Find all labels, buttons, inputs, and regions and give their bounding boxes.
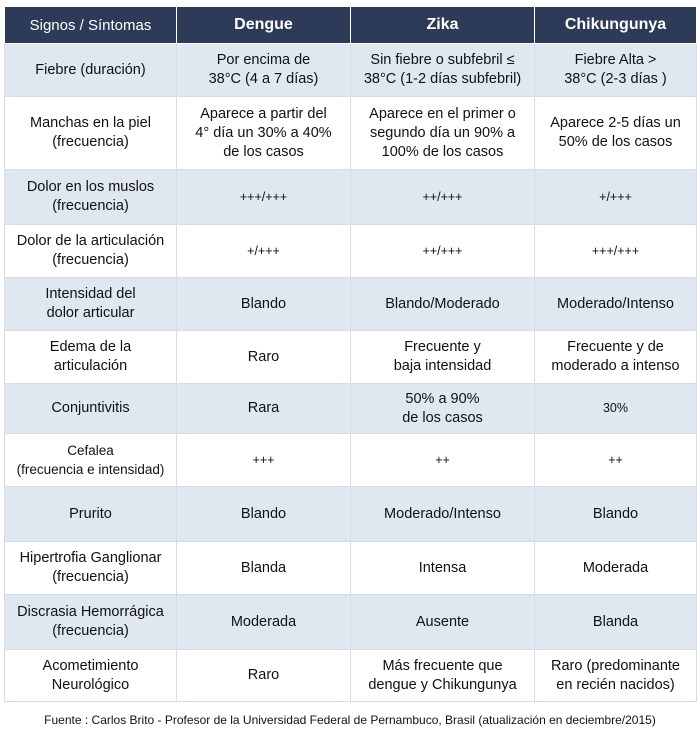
symptom-cell: Acometimiento Neurológico <box>5 650 177 702</box>
header-signs-symptoms: Signos / Síntomas <box>5 7 177 44</box>
symptom-cell: Dolor de la articulación (frecuencia) <box>5 225 177 278</box>
zika-cell: Ausente <box>351 595 535 650</box>
dengue-cell: Raro <box>177 331 351 384</box>
dengue-cell: Aparece a partir del 4° día un 30% a 40% de los casos <box>177 97 351 170</box>
zika-cell: Aparece en el primer o segundo día un 90% a 100% de los casos <box>351 97 535 170</box>
table-row <box>5 97 697 170</box>
zika-cell: ++ <box>351 434 535 487</box>
symptom-cell: Manchas en la piel (frecuencia) <box>5 97 177 170</box>
source-footnote: Fuente : Carlos Brito - Profesor de la Universidad Federal de Pernambuco, Brasil (atualización en deciembre/2015) <box>44 713 656 727</box>
header-chikungunya: Chikungunya <box>535 7 697 44</box>
chikungunya-cell: 30% <box>535 384 697 434</box>
dengue-cell: +/+++ <box>177 225 351 278</box>
zika-cell: Moderado/Intenso <box>351 487 535 542</box>
dengue-cell: +++/+++ <box>177 170 351 225</box>
symptom-cell: Conjuntivitis <box>5 384 177 434</box>
symptom-cell: Edema de la articulación <box>5 331 177 384</box>
table-row <box>5 487 697 542</box>
symptom-cell: Cefalea (frecuencia e intensidad) <box>5 434 177 487</box>
dengue-cell: Rara <box>177 384 351 434</box>
symptom-cell: Discrasia Hemorrágica (frecuencia) <box>5 595 177 650</box>
table-row <box>5 542 697 595</box>
symptom-cell: Prurito <box>5 487 177 542</box>
symptom-cell: Fiebre (duración) <box>5 44 177 97</box>
dengue-cell: Blando <box>177 278 351 331</box>
table-row <box>5 595 697 650</box>
dengue-cell: Blanda <box>177 542 351 595</box>
dengue-cell: +++ <box>177 434 351 487</box>
table-row <box>5 434 697 487</box>
symptom-cell: Hipertrofia Ganglionar (frecuencia) <box>5 542 177 595</box>
table-row <box>5 650 697 702</box>
chikungunya-cell: Aparece 2-5 días un 50% de los casos <box>535 97 697 170</box>
table-row <box>5 331 697 384</box>
zika-cell: 50% a 90% de los casos <box>351 384 535 434</box>
chikungunya-cell: Blando <box>535 487 697 542</box>
header-zika: Zika <box>351 7 535 44</box>
dengue-cell: Blando <box>177 487 351 542</box>
table-row <box>5 225 697 278</box>
chikungunya-cell: +/+++ <box>535 170 697 225</box>
symptom-cell: Intensidad del dolor articular <box>5 278 177 331</box>
chikungunya-cell: +++/+++ <box>535 225 697 278</box>
table-row <box>5 278 697 331</box>
table-row <box>5 384 697 434</box>
header-dengue: Dengue <box>177 7 351 44</box>
chikungunya-cell: Moderado/Intenso <box>535 278 697 331</box>
chikungunya-cell: Moderada <box>535 542 697 595</box>
zika-cell: ++/+++ <box>351 225 535 278</box>
dengue-cell: Moderada <box>177 595 351 650</box>
symptom-comparison-table <box>4 6 697 702</box>
chikungunya-cell: Fiebre Alta > 38°C (2-3 días ) <box>535 44 697 97</box>
dengue-cell: Por encima de 38°C (4 a 7 días) <box>177 44 351 97</box>
table-body <box>5 44 697 702</box>
zika-cell: Frecuente y baja intensidad <box>351 331 535 384</box>
dengue-cell: Raro <box>177 650 351 702</box>
table-header-row <box>5 7 697 44</box>
chikungunya-cell: Blanda <box>535 595 697 650</box>
zika-cell: Blando/Moderado <box>351 278 535 331</box>
zika-cell: Sin fiebre o subfebril ≤ 38°C (1-2 días subfebril) <box>351 44 535 97</box>
zika-cell: ++/+++ <box>351 170 535 225</box>
zika-cell: Más frecuente que dengue y Chikungunya <box>351 650 535 702</box>
symptom-cell: Dolor en los muslos (frecuencia) <box>5 170 177 225</box>
chikungunya-cell: ++ <box>535 434 697 487</box>
chikungunya-cell: Frecuente y de moderado a intenso <box>535 331 697 384</box>
zika-cell: Intensa <box>351 542 535 595</box>
table-row <box>5 170 697 225</box>
chikungunya-cell: Raro (predominante en recién nacidos) <box>535 650 697 702</box>
table-row <box>5 44 697 97</box>
